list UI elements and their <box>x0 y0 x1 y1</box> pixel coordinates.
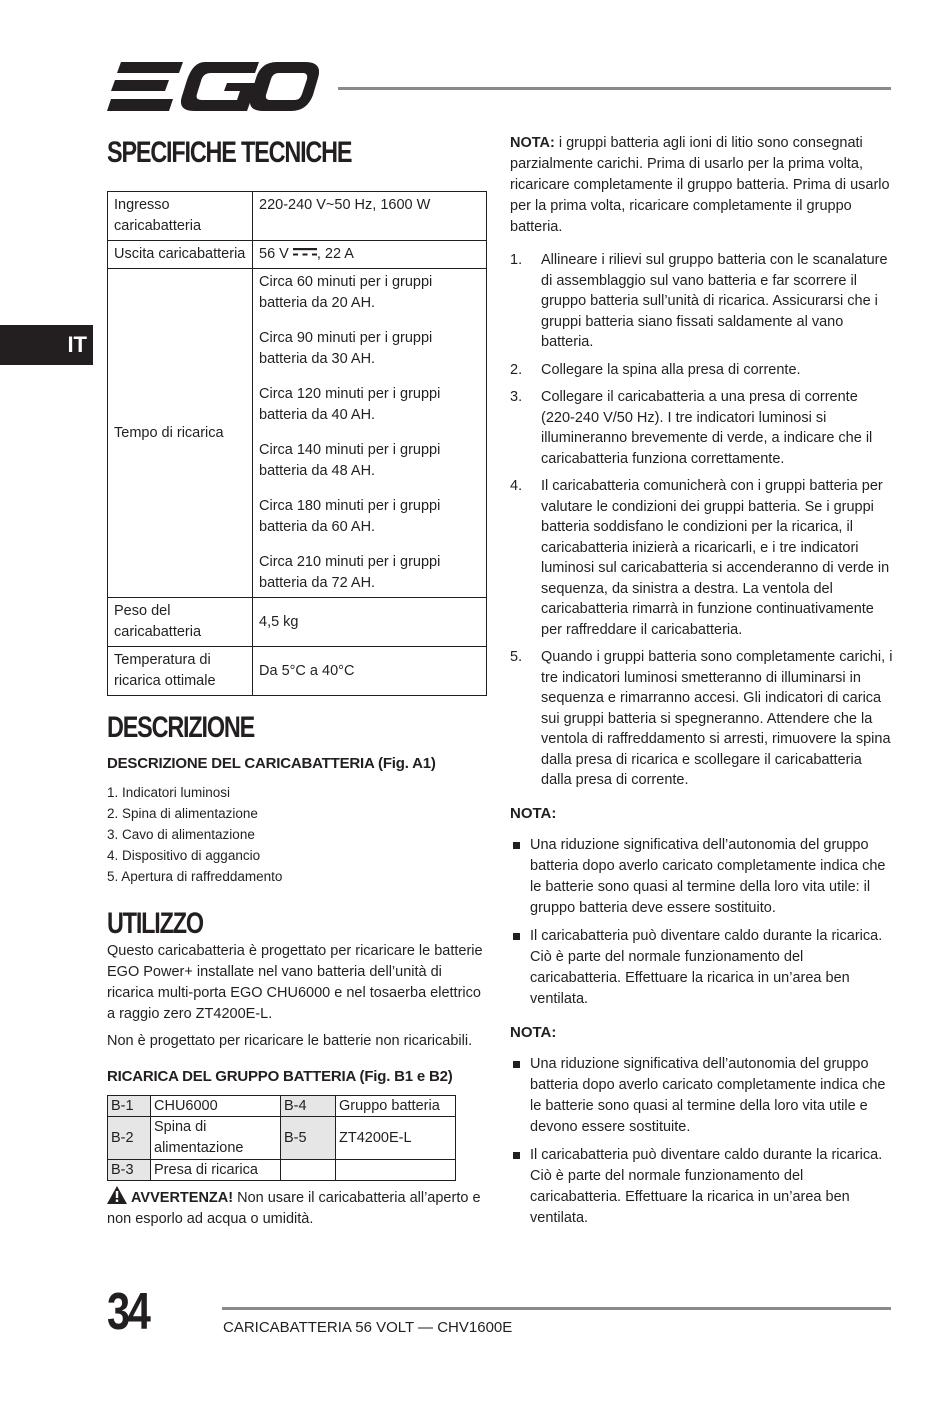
usage-title: UTILIZZO <box>107 907 203 940</box>
ego-logo <box>107 62 319 112</box>
charge-time: Circa 140 minuti per i gruppi batteria da 48 AH. <box>259 442 441 479</box>
nota-heading: NOTA: <box>510 1023 557 1041</box>
spec-value-current: , 22 A <box>316 246 354 262</box>
spec-label: Tempo di ricarica <box>108 269 253 598</box>
spec-value <box>253 241 487 269</box>
part-name: Gruppo batteria <box>336 1096 456 1117</box>
charge-time: Circa 180 minuti per i gruppi batteria da 60 AH. <box>259 498 441 535</box>
part-name: Spina di alimentazione <box>151 1117 281 1160</box>
list-item: 4. Dispositivo di aggancio <box>107 848 261 863</box>
list-item <box>510 387 893 469</box>
bullet-text: Il caricabatteria può diventare caldo durante la ricarica. Ciò è parte del normale funzionamento del caricabatteria. Effettuare la ricarica in un’area ben ventilata. <box>530 927 883 1007</box>
nota-text: i gruppi batteria agli ioni di litio sono consegnati parzialmente carichi. Prima di usarlo per la prima volta, ricaricare completamente il gruppo batteria. Prima di usarlo per la prima volta, ricaricare completamente il gruppo batteria. <box>510 135 890 235</box>
footer-rule <box>222 1307 891 1310</box>
list-item <box>510 647 893 791</box>
table-row <box>108 1117 456 1160</box>
step-text: Collegare la spina alla presa di corrente. <box>541 361 801 378</box>
bullet-text: Il caricabatteria può diventare caldo durante la ricarica. Ciò è parte del normale funzionamento del caricabatteria. Effettuare la ricarica in un’area ben ventilata. <box>530 1146 883 1226</box>
table-row <box>108 1096 456 1117</box>
step-number: 3. <box>510 389 523 405</box>
bullet-text: Una riduzione significativa dell’autonomia del gruppo batteria dopo averlo caricato completamente indica che le batterie sono quasi al termine della loro vita utile: il gruppo batteria deve essere sostituito. <box>530 836 886 916</box>
step-number: 5. <box>510 649 523 665</box>
specs-title: SPECIFICHE TECNICHE <box>107 136 352 169</box>
warning-text: Non usare il caricabatteria all’aperto e non esporlo ad acqua o umidità. <box>107 1190 481 1227</box>
usage-paragraph: Non è progettato per ricaricare le batterie non ricaricabili. <box>107 1033 473 1049</box>
table-row <box>108 241 487 269</box>
header-rule <box>338 87 891 90</box>
nota-bullets <box>510 835 893 1010</box>
bullet-icon <box>513 1061 520 1068</box>
bullet-icon <box>513 933 520 940</box>
part-code: B-1 <box>108 1096 151 1117</box>
description-list <box>107 782 487 887</box>
footer-title: CARICABATTERIA 56 VOLT — CHV1600E <box>223 1319 513 1336</box>
list-item <box>510 926 893 1010</box>
nota-intro <box>510 133 893 238</box>
parts-table <box>107 1095 456 1181</box>
warning <box>107 1186 487 1230</box>
charging-subtitle: RICARICA DEL GRUPPO BATTERIA (Fig. B1 e B2) <box>107 1068 453 1085</box>
list-item <box>510 1054 893 1138</box>
table-row <box>108 1160 456 1181</box>
specs-table <box>107 191 487 696</box>
nota-heading: NOTA: <box>510 804 557 822</box>
spec-value: 4,5 kg <box>253 598 487 647</box>
list-item: 2. Spina di alimentazione <box>107 806 258 821</box>
spec-value: Da 5°C a 40°C <box>253 647 487 696</box>
bullet-icon <box>513 842 520 849</box>
list-item: 1. Indicatori luminosi <box>107 785 231 800</box>
empty-cell <box>336 1160 456 1181</box>
part-code: B-2 <box>108 1117 151 1160</box>
step-text: Quando i gruppi batteria sono completamente carichi, i tre indicatori luminosi smetteranno di illuminarsi in sequenza e rimarranno accesi. Gli indicatori di carica sui gruppi batteria si spegneranno. Attendere che la ventola di raffreddamento si arresti, rimuovere la spina dalla presa di ricarica e scollegare il caricabatteria dalla presa di corrente. <box>541 649 893 788</box>
step-number: 4. <box>510 478 523 494</box>
charge-time: Circa 60 minuti per i gruppi batteria da 20 AH. <box>259 274 433 311</box>
list-item: 5. Apertura di raffreddamento <box>107 869 283 884</box>
step-text: Allineare i rilievi sul gruppo batteria con le scanalature di assemblaggio sul vano batteria e far scorrere il gruppo batteria sull’unità di ricarica. Assicurarsi che i gruppi batteria siano fissati saldamente al vano batteria. <box>541 252 888 350</box>
step-text: Il caricabatteria comunicherà con i gruppi batteria per valutare le condizioni dei gruppi batteria. Se i gruppi batteria soddisfano le condizioni per la ricarica, il caricabatteria inizierà a ricaricarli, e i tre indicatori luminosi sul caricabatteria si accenderanno di verde in sequenza, da sinistra a destra. La ventola del caricabatteria rimarrà in funzione continuativamente per raffreddare il caricabatteria. <box>541 478 890 638</box>
spec-value: 220-240 V~50 Hz, 1600 W <box>253 192 487 241</box>
list-item: 3. Cavo di alimentazione <box>107 827 255 842</box>
table-row <box>108 192 487 241</box>
part-name: CHU6000 <box>151 1096 281 1117</box>
charge-time: Circa 210 minuti per i gruppi batteria da 72 AH. <box>259 554 441 591</box>
bullet-icon <box>513 1152 520 1159</box>
steps-list <box>510 250 893 791</box>
part-code: B-5 <box>281 1117 336 1160</box>
spec-value-voltage: 56 V <box>259 246 289 262</box>
part-name: ZT4200E-L <box>336 1117 456 1160</box>
part-code: B-3 <box>108 1160 151 1181</box>
spec-value <box>253 269 487 598</box>
step-text: Collegare il caricabatteria a una presa di corrente (220-240 V/50 Hz). I tre indicatori luminosi si illumineranno brevemente di verde, a indicare che il caricabatteria funziona correttamente. <box>541 389 873 467</box>
spec-label: Uscita caricabatteria <box>108 241 253 269</box>
usage-paragraph: Questo caricabatteria è progettato per ricaricare le batterie EGO Power+ installate nel vano batteria dell’unità di ricarica multi-porta EGO CHU6000 e nel tosaerba elettrico a raggio zero ZT4200E-L. <box>107 943 483 1022</box>
warning-icon <box>107 1186 127 1204</box>
spec-label: Ingresso caricabatteria <box>108 192 253 241</box>
part-name: Presa di ricarica <box>151 1160 281 1181</box>
warning-label: AVVERTENZA! <box>131 1190 234 1206</box>
charge-time: Circa 90 minuti per i gruppi batteria da 30 AH. <box>259 330 433 367</box>
right-column <box>510 133 893 1236</box>
step-number: 1. <box>510 252 523 268</box>
description-subtitle: DESCRIZIONE DEL CARICABATTERIA (Fig. A1) <box>107 755 436 772</box>
list-item <box>510 1145 893 1229</box>
list-item <box>510 835 893 919</box>
spec-label: Temperatura di ricarica ottimale <box>108 647 253 696</box>
list-item <box>510 250 893 353</box>
description-title: DESCRIZIONE <box>107 711 255 744</box>
table-row <box>108 647 487 696</box>
list-item <box>510 476 893 640</box>
table-row <box>108 598 487 647</box>
page-number: 34 <box>107 1283 149 1341</box>
table-row <box>108 269 487 598</box>
step-number: 2. <box>510 361 523 378</box>
left-column <box>107 130 487 1230</box>
bullet-text: Una riduzione significativa dell’autonomia del gruppo batteria dopo averlo caricato completamente indica che le batterie sono quasi al termine della loro vita utile e devono essere sostituite. <box>530 1055 886 1135</box>
dc-symbol-icon <box>293 247 317 257</box>
empty-cell <box>281 1160 336 1181</box>
part-code: B-4 <box>281 1096 336 1117</box>
language-tab: IT <box>0 325 93 365</box>
nota-label: NOTA: <box>510 135 555 151</box>
charge-time: Circa 120 minuti per i gruppi batteria da 40 AH. <box>259 386 441 423</box>
list-item <box>510 360 893 381</box>
nota-bullets <box>510 1054 893 1229</box>
spec-label: Peso del caricabatteria <box>108 598 253 647</box>
